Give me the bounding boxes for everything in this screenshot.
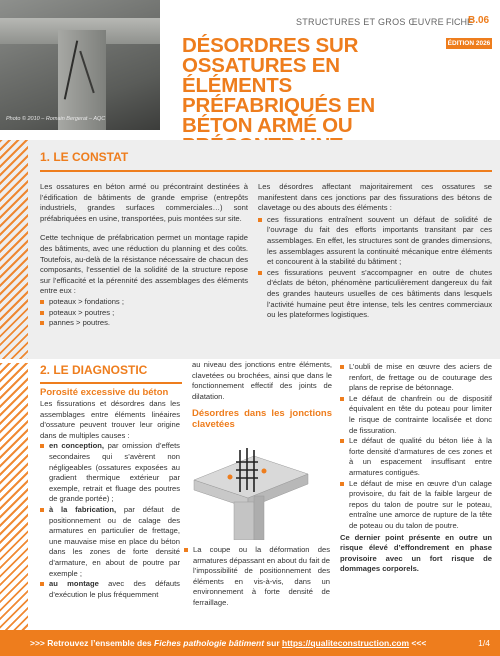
- list-item: à la fabrication, par défaut de positionnement ou de calage des armatures en particulier de frettage, une mauvaise mise en place du béton dans les zones de forte densité d’armature, en about de poutre par exemple ;: [40, 505, 180, 579]
- constat-column-2: [258, 182, 492, 321]
- diagnostic-column-2: [192, 360, 332, 430]
- page-number: 1/4: [478, 638, 490, 648]
- list-item: ces fissurations peuvent s’accompagner en outre de chutes d’éclats de béton, phénomène particulièrement dangereux du fait des grandes hauteurs usuelles de ces bâtiments dans lesquels l’activité humaine peut être intense, tels les centres commerciaux ou les plateformes logistiques.: [258, 268, 492, 321]
- constat-paragraph: Cette technique de préfabrication permet un montage rapide des bâtiments, avec une réduction du planning et des coûts. Toutefois, au-delà de la résistance nécessaire de chacun des composants, l’essentiel de la solidité de la structure repose sur l’efficacité et la pérennité des assemblages des éléments entre eux :: [40, 233, 248, 296]
- constat-rule: [40, 170, 492, 172]
- list-item: en conception, par omission d’effets secondaires qui s’avèrent non négligeables (ossatures exposées au gradient thermique extérieur par exemple, retrait et fluage des poutres de grande portée) ;: [40, 441, 180, 505]
- photo-caption: Photo © 2010 – Romain Bergerat – AQC: [6, 116, 106, 122]
- list-item: au montage avec des défauts d’exécution le plus fréquemment: [40, 579, 180, 600]
- website-link[interactable]: https://qualiteconstruction.com: [282, 638, 410, 648]
- jonctions-list: [184, 545, 330, 609]
- list-item: Le défaut de mise en œuvre d’un calage provisoire, du fait de la faible largeur de repos du talon de poutre sur le poteau, entraîne une amorce de rupture de la tête de poteau ou du talon de poutre.: [340, 479, 492, 532]
- diagnostic-column-3: [340, 362, 492, 584]
- decorative-stripe: [0, 363, 28, 637]
- header-photo: [0, 0, 160, 130]
- list-item: Le défaut de chanfrein ou de dispositif équivalent en tête du poteau pour limiter le risque de contrainte localisée et donc de fissuration.: [340, 394, 492, 436]
- assembly-list: [40, 297, 248, 329]
- list-item: La coupe ou la déformation des armatures dépassant en about du fait de l’impossibilité de positionnement des éléments en vis-à-vis, dans un environnement à forte densité de ferraillage.: [184, 545, 330, 609]
- subheading-jonctions: Désordres dans les jonctions clavetées: [192, 408, 332, 431]
- diagnostic-column-1: [40, 387, 180, 600]
- fiche-label: FICHE: [446, 17, 473, 27]
- section-rubric: STRUCTURES ET GROS ŒUVRE: [295, 17, 444, 27]
- list-item: pannes > poutres.: [40, 318, 248, 329]
- fiche-number: B.06: [468, 15, 490, 26]
- defects-list: [340, 362, 492, 532]
- footer-text: >>> Retrouvez l’ensemble des Fiches pathologie bâtiment sur https://qualiteconstruction.com <<<: [30, 638, 427, 648]
- conclusion-text: Ce dernier point présente en outre un risque élevé d’effondrement en phase provisoire avec un fort risque de dommages corporels.: [340, 532, 492, 574]
- causes-list: [40, 441, 180, 600]
- diagnostic-rule: [40, 382, 182, 384]
- diagnostic-paragraph: Les fissurations et désordres dans les assemblages entre éléments linéaires d’ossature peuvent trouver leur origine dans de multiples causes :: [40, 399, 180, 440]
- constat-paragraph: Les désordres affectant majoritairement ces ossatures se manifestent dans ces jonctions par des fissurations des bétons de clavetage ou des abouts des éléments :: [258, 182, 492, 213]
- list-item: ces fissurations entraînent souvent un défaut de solidité de l’ouvrage du fait des efforts importants transitant par ces assemblages. En effet, les structures sont de grandes dimensions, les assemblages assurent la continuité mécanique entre éléments et concourent à la stabilité du bâtiment ;: [258, 215, 492, 268]
- page-footer: [0, 630, 500, 656]
- constat-heading: 1. LE CONSTAT: [40, 150, 129, 164]
- constat-paragraph: Les ossatures en béton armé ou précontraint destinées à l’édification de bâtiments de grande emprise (entrepôts industriels, grandes surfaces commerciales…) sont préfabriquées en usine, transportées, puis montées sur site.: [40, 182, 248, 223]
- page-title: DÉSORDRES SUR OSSATURES EN ÉLÉMENTS PRÉFABRIQUÉS EN BÉTON ARMÉ OU: [182, 34, 375, 137]
- list-item: poteaux > poutres ;: [40, 308, 248, 319]
- diagnostic-heading: 2. LE DIAGNOSTIC: [40, 363, 148, 377]
- list-item: Le défaut de qualité du béton liée à la forte densité d’armatures de ces zones et à un espacement insuffisant entre armatures contiguës.: [340, 436, 492, 478]
- subheading-porosity: Porosité excessive du béton: [40, 387, 169, 398]
- constat-column-1: [40, 182, 248, 329]
- decorative-stripe: [0, 140, 28, 359]
- page-header: [0, 0, 500, 137]
- diagnostic-column-2b: [184, 545, 330, 609]
- junction-illustration: [184, 440, 312, 540]
- edition-badge: ÉDITION 2026: [447, 40, 491, 47]
- list-item: poteaux > fondations ;: [40, 297, 248, 308]
- diagnostic-paragraph: au niveau des jonctions entre éléments, clavetées ou brochées, ainsi que dans le fonctionnement effectif des joints de dilatation.: [192, 360, 332, 401]
- list-item: L’oubli de mise en œuvre des aciers de renfort, de frettage ou de couturage des plans de reprise de bétonnage.: [340, 362, 492, 394]
- disorder-list: [258, 215, 492, 321]
